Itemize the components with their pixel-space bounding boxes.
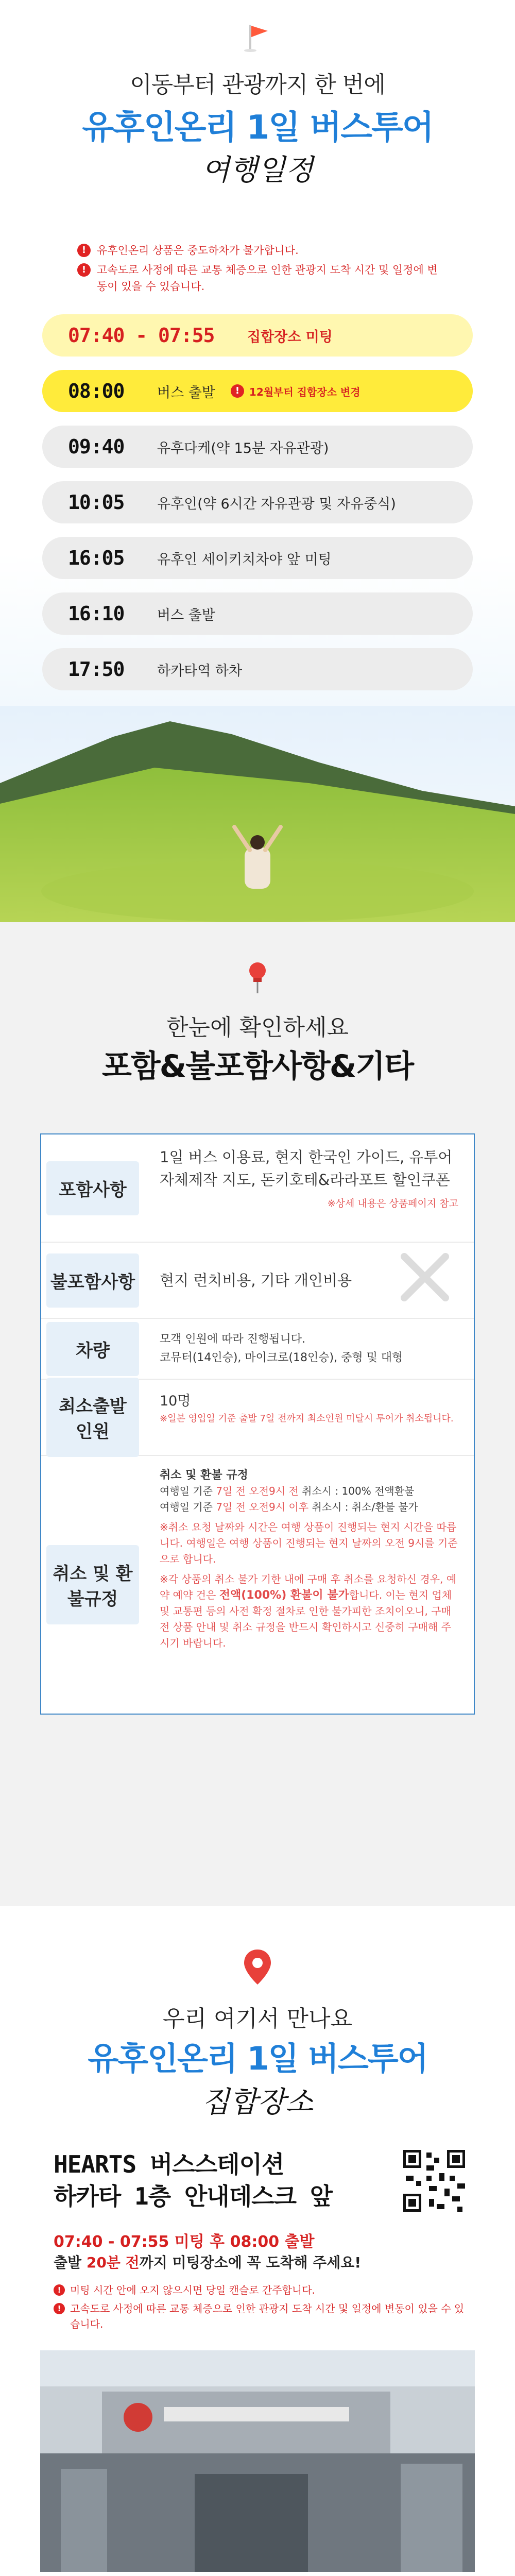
- warning-icon: !: [231, 384, 244, 398]
- meeting-time: 07:40 - 07:55 미팅 후 08:00 출발: [54, 2233, 315, 2251]
- timeline-time: 16:10: [68, 602, 125, 625]
- warning-icon: !: [77, 263, 91, 277]
- timeline-desc: 유후인(약 6시간 자유관광 및 자유중식): [157, 496, 396, 512]
- timeline-desc: 유후인 세이키치차야 앞 미팅: [157, 551, 332, 568]
- note-text: ※각 상품의 취소 불가 기한 내에 구매 후 취소를 요청하신 경우, 예약 예약 건은: [160, 1573, 457, 1601]
- rule-text: 여행일 기준: [160, 1501, 216, 1513]
- timeline-time: 16:05: [68, 547, 125, 569]
- meeting-note-text: 고속도로 사정에 따른 교통 체증으로 인한 관광지 도착 시간 및 일정에 변동이 있을 수 있습니다.: [70, 2302, 465, 2330]
- rule-text: 취소시 : 100% 전액환불: [298, 1485, 415, 1497]
- arrival-text: 출발: [54, 2254, 87, 2271]
- table-row-included: [41, 1134, 474, 1243]
- row-content: [144, 1319, 474, 1379]
- place-line-2: 하카타 1층 안내데스크 앞: [54, 2182, 333, 2210]
- notice-text: 유후인온리 상품은 중도하차가 불가합니다.: [97, 244, 299, 257]
- inclusions-subtitle: 한눈에 확인하세요: [166, 1014, 349, 1041]
- inclusions-title: 포함&불포함사항&기타: [101, 1048, 414, 1084]
- place-line-1: HEARTS 버스스테이션: [54, 2150, 284, 2178]
- itinerary-section: [0, 0, 515, 922]
- row-header-label: 취소 및 환불규정: [46, 1545, 139, 1624]
- cancel-note-2: [160, 1571, 458, 1651]
- timeline-item: [42, 648, 473, 690]
- row-header: [41, 1380, 144, 1455]
- rule-text: 여행일 기준: [160, 1485, 216, 1497]
- inclusions-section: [0, 922, 515, 1906]
- row-header-label: 차량: [46, 1322, 139, 1376]
- meeting-note-item: [54, 2301, 466, 2332]
- vehicle-text-2: 코뮤터(14인승), 마이크로(18인승), 중형 및 대형: [160, 1351, 403, 1364]
- row-content: [144, 1380, 474, 1455]
- meeting-note-text: 미팅 시간 안에 오지 않으시면 당일 캔슬로 간주합니다.: [70, 2284, 315, 2296]
- flag-icon: [242, 22, 273, 53]
- meeting-section: [0, 1906, 515, 2576]
- included-text: 1일 버스 이용료, 현지 한국인 가이드, 유투어 자체제작 지도, 돈키호테&라라포트 할인쿠폰: [160, 1148, 453, 1189]
- meeting-title: 유후인온리 1일 버스투어: [88, 2040, 427, 2077]
- timeline-desc: 버스 출발: [157, 607, 215, 623]
- note-bold: 전액(100%) 환불이 불가: [219, 1589, 349, 1602]
- table-row-excluded: [41, 1243, 474, 1319]
- rule-highlight: 7일 전 오전9시 전: [216, 1485, 299, 1497]
- arrival-text: 까지 미팅장소에 꼭 도착해 주세요!: [139, 2254, 362, 2271]
- warning-icon: !: [77, 244, 91, 257]
- row-header: [41, 1456, 144, 1714]
- cancel-note-1: ※취소 요청 날짜와 시간은 여행 상품이 진행되는 현지 시간을 따릅니다. 여행일은 여행 상품이 진행되는 현지 날짜의 오전 9시를 기준으로 합니다.: [160, 1521, 458, 1565]
- arrival-highlight: 20분 전: [86, 2254, 140, 2271]
- row-content: [144, 1456, 474, 1714]
- bus-station-photo: [40, 2350, 475, 2572]
- row-header-label: 최소출발 인원: [46, 1378, 139, 1457]
- row-content: [144, 1134, 474, 1242]
- timeline-time: 08:00: [68, 380, 125, 402]
- timeline-time: 07:40 - 07:55: [68, 324, 215, 347]
- table-row-minimum: [41, 1380, 474, 1456]
- notice-text: 고속도로 사정에 따른 교통 체증으로 인한 관광지 도착 시간 및 일정에 변동이 있을 수 있습니다.: [97, 264, 438, 293]
- warning-icon: !: [54, 2284, 65, 2296]
- timeline-item: [42, 537, 473, 579]
- inclusions-table: [40, 1133, 475, 1715]
- notice-list: [77, 242, 438, 298]
- meeting-script-title: 집합장소: [201, 2086, 314, 2119]
- timeline-desc: 집합장소 미팅: [247, 329, 333, 345]
- meeting-notes: [54, 2282, 466, 2335]
- timeline-item: [42, 314, 473, 357]
- row-header-label: 불포함사항: [46, 1253, 139, 1308]
- row-content: [144, 1243, 474, 1318]
- vehicle-text-1: 모객 인원에 따라 진행됩니다.: [160, 1333, 305, 1346]
- timeline-desc: 하카타역 하차: [157, 663, 243, 679]
- meeting-note-item: [54, 2282, 466, 2298]
- cancel-rule-1: [160, 1483, 458, 1499]
- warning-icon: !: [54, 2303, 65, 2314]
- note-text: 합니다. 이는 현지 업체 및 교통편 등의 사전 확정 절차로 인한 불가피한 조치이오니, 구매 전 상품 안내 및 취소 규정을 반드시 확인하시고 신중히 구매해 주시기 바랍니다.: [160, 1589, 452, 1649]
- row-header-label: 포함사항: [46, 1161, 139, 1215]
- notice-item: [77, 242, 438, 259]
- row-header: [41, 1134, 144, 1242]
- timeline-time: 10:05: [68, 491, 125, 514]
- notice-item: [77, 262, 438, 295]
- included-note: ※상세 내용은 상품페이지 참고: [327, 1198, 458, 1209]
- intro-subtitle: 이동부터 관광까지 한 번에: [130, 72, 385, 98]
- row-header: [41, 1243, 144, 1318]
- rule-highlight: 7일 전 오전9시 이후: [216, 1501, 309, 1513]
- table-row-vehicle: [41, 1319, 474, 1380]
- x-icon: [397, 1249, 453, 1306]
- timeline-item: [42, 481, 473, 523]
- row-header: [41, 1319, 144, 1379]
- timeline-note-text: 12월부터 집합장소 변경: [249, 385, 360, 398]
- qr-code[interactable]: [401, 2147, 468, 2214]
- rule-text: 취소시 : 취소/환불 불가: [308, 1501, 418, 1513]
- pin-icon: [241, 959, 274, 995]
- intro-title: 유후인온리 1일 버스투어: [82, 109, 433, 147]
- timeline-item: [42, 426, 473, 468]
- location-pin-icon: [241, 1947, 274, 1987]
- intro-script-title: 여행일정: [201, 154, 314, 187]
- meeting-arrival-note: [54, 2251, 361, 2272]
- minimum-note: ※일본 영업일 기준 출발 7일 전까지 최소인원 미달시 투어가 취소됩니다.: [160, 1413, 454, 1424]
- timeline-item: [42, 370, 473, 412]
- meeting-place: [54, 2148, 332, 2212]
- excluded-text: 현지 런치비용, 기타 개인비용: [160, 1272, 352, 1289]
- minimum-text: 10명: [160, 1393, 191, 1409]
- timeline-desc: 버스 출발: [157, 384, 215, 401]
- meeting-subtitle: 우리 여기서 만나요: [162, 2006, 352, 2032]
- cancel-title: [160, 1467, 458, 1483]
- table-row-cancel: [41, 1456, 474, 1714]
- timeline-time: 09:40: [68, 435, 125, 458]
- timeline-item: [42, 592, 473, 635]
- cancel-title-text: 취소 및 환불 규정: [160, 1469, 248, 1482]
- timeline-time: 17:50: [68, 658, 125, 681]
- cancel-rule-2: [160, 1499, 458, 1515]
- landscape-photo: [0, 706, 515, 922]
- timeline-note: [231, 384, 360, 399]
- timeline: [42, 314, 473, 704]
- timeline-desc: 유후다케(약 15분 자유관광): [157, 440, 329, 456]
